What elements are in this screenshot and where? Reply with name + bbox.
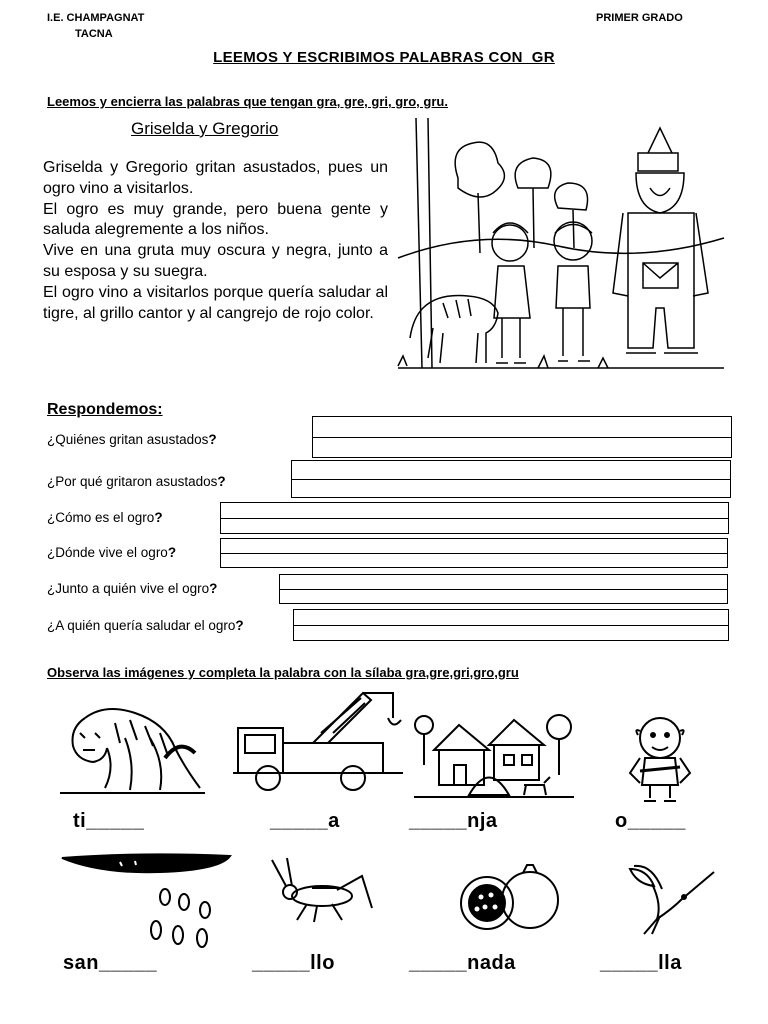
reading-instruction: Leemos y encierra las palabras que tengan gra, gre, gri, gro, gru. [47, 94, 448, 109]
story-paragraph: Vive en una gruta muy oscura y negra, junto a su esposa y su suegra. [43, 242, 388, 280]
blood-drops-icon [60, 850, 235, 950]
word-blank: _____nja [409, 810, 498, 832]
questions-title: Respondemos: [47, 401, 163, 418]
question-text: Junto a quién vive el ogro [55, 581, 210, 596]
question-mark-open: ¿ [47, 581, 56, 596]
school-city: TACNA [75, 28, 113, 40]
question-2 [47, 474, 226, 489]
question-mark-open: ¿ [47, 618, 56, 633]
question-text: Dónde vive el ogro [55, 545, 168, 560]
ogre-icon [610, 713, 710, 803]
question-text: Quiénes gritan asustados [55, 432, 209, 447]
question-5 [47, 581, 217, 596]
word-blank: _____a [270, 810, 340, 832]
question-mark-close: ? [208, 432, 217, 447]
answer-lines-3[interactable] [220, 502, 729, 534]
question-mark-open: ¿ [47, 474, 56, 489]
question-mark-close: ? [167, 545, 177, 560]
question-1 [47, 432, 217, 447]
question-mark-open: ¿ [47, 432, 56, 447]
children-and-ogre-illustration [398, 118, 724, 376]
word-blank: _____llo [252, 952, 335, 974]
grade-label: PRIMER GRADO [596, 12, 683, 24]
question-text: A quién quería saludar el ogro [55, 618, 236, 633]
crane-truck-icon [233, 688, 408, 793]
page-title: LEEMOS Y ESCRIBIMOS PALABRAS CON GR [213, 49, 555, 66]
question-mark-close: ? [154, 510, 163, 525]
story-text [43, 158, 388, 324]
answer-lines-5[interactable] [279, 574, 728, 604]
question-4 [47, 545, 176, 560]
word-blank: _____lla [600, 952, 682, 974]
question-6 [47, 618, 244, 633]
school-name: I.E. CHAMPAGNAT [47, 12, 145, 24]
word-blank: san_____ [63, 952, 158, 974]
question-mark-close: ? [235, 618, 244, 633]
answer-lines-1[interactable] [312, 416, 732, 458]
answer-lines-4[interactable] [220, 538, 728, 568]
story-paragraph: Griselda y Gregorio gritan asustados, pues un ogro vino a visitarlos. [43, 159, 388, 197]
farm-icon [414, 705, 576, 800]
question-text: Por qué gritaron asustados [55, 474, 218, 489]
story-paragraph: El ogro vino a visitarlos porque quería saludar al tigre, al grillo cantor y al cangrejo de rojo color. [43, 283, 388, 322]
exercise-instruction: Observa las imágenes y completa la palabra con la sílaba gra,gre,gri,gro,gru [47, 665, 519, 680]
bird-icon [622, 864, 717, 936]
word-blank: ti_____ [73, 810, 145, 832]
tiger-icon [55, 698, 210, 798]
question-mark-close: ? [217, 474, 226, 489]
answer-lines-2[interactable] [291, 460, 731, 498]
story-title: Griselda y Gregorio [131, 119, 279, 138]
pomegranate-icon [455, 865, 565, 930]
question-mark-close: ? [209, 581, 218, 596]
question-mark-open: ¿ [47, 545, 56, 560]
answer-lines-6[interactable] [293, 609, 729, 641]
question-3 [47, 510, 163, 525]
word-blank: _____nada [409, 952, 516, 974]
cricket-icon [272, 858, 377, 928]
word-blank: o_____ [615, 810, 686, 832]
story-paragraph: El ogro es muy grande, pero buena gente y saluda alegremente a los niños. [43, 200, 388, 239]
question-mark-open: ¿ [47, 510, 56, 525]
question-text: Cómo es el ogro [55, 510, 155, 525]
